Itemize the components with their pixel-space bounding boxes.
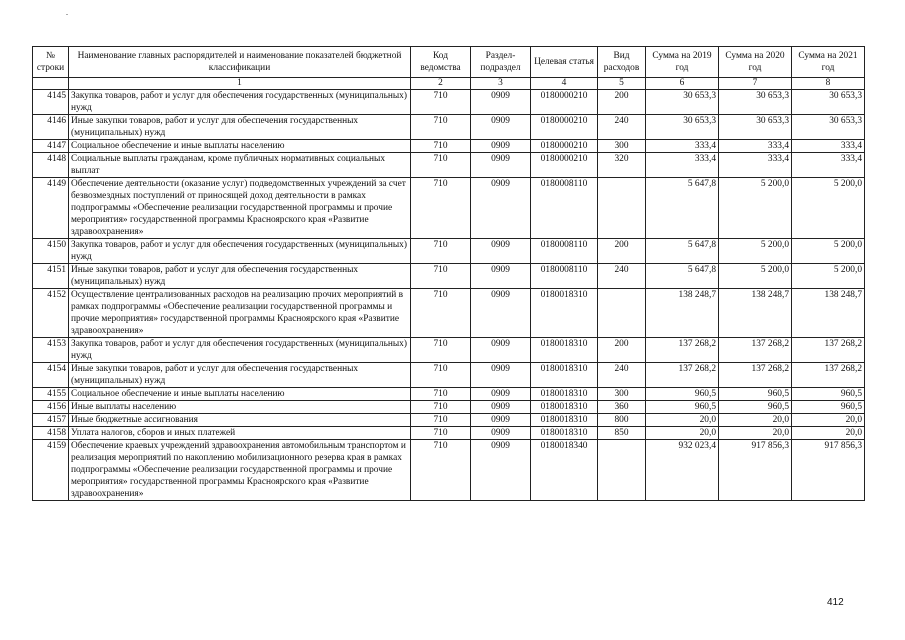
column-number: 3 [471, 78, 531, 90]
row-sum-2021: 960,5 [792, 401, 865, 414]
row-sum-2021: 138 248,7 [792, 289, 865, 338]
row-expense-type: 240 [598, 115, 646, 140]
row-target: 0180018310 [531, 289, 598, 338]
row-sum-2020: 30 653,3 [719, 90, 792, 115]
row-sum-2020: 30 653,3 [719, 115, 792, 140]
row-expense-type: 800 [598, 414, 646, 427]
header-sum-2021: Сумма на 2021 год [792, 47, 865, 78]
row-number: 4150 [33, 239, 69, 264]
row-sum-2021: 30 653,3 [792, 115, 865, 140]
row-target: 0180000210 [531, 90, 598, 115]
row-sum-2020: 138 248,7 [719, 289, 792, 338]
row-target: 0180008110 [531, 239, 598, 264]
row-name: Иные закупки товаров, работ и услуг для обеспечения государственных (муниципальных) нужд [69, 363, 411, 388]
header-target: Целевая статья [531, 47, 598, 78]
row-number: 4145 [33, 90, 69, 115]
row-number: 4155 [33, 388, 69, 401]
row-code: 710 [411, 338, 471, 363]
row-sum-2020: 137 268,2 [719, 338, 792, 363]
table-row [33, 388, 865, 401]
table-row [33, 90, 865, 115]
row-sum-2019: 5 647,8 [646, 178, 719, 239]
row-target: 0180018310 [531, 414, 598, 427]
row-target: 0180008110 [531, 178, 598, 239]
row-code: 710 [411, 427, 471, 440]
table-row [33, 440, 865, 501]
row-name: Закупка товаров, работ и услуг для обеспечения государственных (муниципальных) нужд [69, 90, 411, 115]
row-number: 4157 [33, 414, 69, 427]
row-name: Закупка товаров, работ и услуг для обеспечения государственных (муниципальных) нужд [69, 338, 411, 363]
row-number: 4156 [33, 401, 69, 414]
row-sum-2021: 917 856,3 [792, 440, 865, 501]
row-section: 0909 [471, 388, 531, 401]
row-code: 710 [411, 401, 471, 414]
column-number: 2 [411, 78, 471, 90]
column-number: 4 [531, 78, 598, 90]
row-sum-2019: 960,5 [646, 401, 719, 414]
row-section: 0909 [471, 115, 531, 140]
row-sum-2019: 138 248,7 [646, 289, 719, 338]
row-expense-type: 360 [598, 401, 646, 414]
row-code: 710 [411, 414, 471, 427]
row-sum-2019: 5 647,8 [646, 239, 719, 264]
row-expense-type: 300 [598, 388, 646, 401]
row-sum-2019: 932 023,4 [646, 440, 719, 501]
row-target: 0180018310 [531, 363, 598, 388]
row-name: Социальное обеспечение и иные выплаты населению [69, 140, 411, 153]
row-section: 0909 [471, 90, 531, 115]
row-section: 0909 [471, 338, 531, 363]
row-sum-2021: 5 200,0 [792, 178, 865, 239]
row-sum-2021: 5 200,0 [792, 239, 865, 264]
row-sum-2019: 137 268,2 [646, 338, 719, 363]
row-sum-2021: 20,0 [792, 427, 865, 440]
row-number: 4159 [33, 440, 69, 501]
table-row [33, 289, 865, 338]
table-row [33, 427, 865, 440]
row-target: 0180018310 [531, 338, 598, 363]
row-sum-2021: 5 200,0 [792, 264, 865, 289]
column-number [33, 78, 69, 90]
column-number-row [33, 78, 865, 90]
row-section: 0909 [471, 239, 531, 264]
table-row [33, 153, 865, 178]
row-number: 4146 [33, 115, 69, 140]
header-name: Наименование главных распорядителей и наименование показателей бюджетной классификации [69, 47, 411, 78]
row-section: 0909 [471, 264, 531, 289]
row-number: 4153 [33, 338, 69, 363]
row-sum-2020: 333,4 [719, 153, 792, 178]
row-code: 710 [411, 363, 471, 388]
row-code: 710 [411, 388, 471, 401]
table-row [33, 363, 865, 388]
row-section: 0909 [471, 178, 531, 239]
row-sum-2019: 5 647,8 [646, 264, 719, 289]
row-number: 4148 [33, 153, 69, 178]
header-section: Раздел-подраздел [471, 47, 531, 78]
row-section: 0909 [471, 289, 531, 338]
row-name: Уплата налогов, сборов и иных платежей [69, 427, 411, 440]
row-code: 710 [411, 90, 471, 115]
header-sum-2019: Сумма на 2019 год [646, 47, 719, 78]
row-sum-2020: 20,0 [719, 427, 792, 440]
row-name: Осуществление централизованных расходов на реализацию прочих мероприятий в рамках подпрограммы «Обеспечение реализации государственной программы и прочие мероприятия» государственной программы Красноярского края «Развитие здравоохранения» [69, 289, 411, 338]
row-target: 0180000210 [531, 115, 598, 140]
row-code: 710 [411, 264, 471, 289]
row-sum-2019: 333,4 [646, 140, 719, 153]
row-sum-2021: 20,0 [792, 414, 865, 427]
row-expense-type: 200 [598, 239, 646, 264]
row-number: 4149 [33, 178, 69, 239]
row-sum-2021: 333,4 [792, 153, 865, 178]
row-name: Социальное обеспечение и иные выплаты населению [69, 388, 411, 401]
row-sum-2020: 5 200,0 [719, 264, 792, 289]
row-target: 0180018310 [531, 401, 598, 414]
row-section: 0909 [471, 363, 531, 388]
row-number: 4154 [33, 363, 69, 388]
row-target: 0180018310 [531, 427, 598, 440]
page-number: 412 [827, 597, 844, 608]
row-section: 0909 [471, 401, 531, 414]
row-code: 710 [411, 289, 471, 338]
row-sum-2021: 30 653,3 [792, 90, 865, 115]
row-expense-type [598, 289, 646, 338]
row-sum-2019: 137 268,2 [646, 363, 719, 388]
column-number: 8 [792, 78, 865, 90]
row-name: Социальные выплаты гражданам, кроме публичных нормативных социальных выплат [69, 153, 411, 178]
budget-table [32, 46, 865, 501]
row-name: Иные выплаты населению [69, 401, 411, 414]
row-code: 710 [411, 115, 471, 140]
row-name: Иные закупки товаров, работ и услуг для обеспечения государственных (муниципальных) нужд [69, 115, 411, 140]
row-expense-type: 300 [598, 140, 646, 153]
column-number: 1 [69, 78, 411, 90]
row-sum-2020: 137 268,2 [719, 363, 792, 388]
row-sum-2019: 960,5 [646, 388, 719, 401]
row-section: 0909 [471, 140, 531, 153]
row-number: 4147 [33, 140, 69, 153]
column-number: 7 [719, 78, 792, 90]
row-number: 4151 [33, 264, 69, 289]
row-expense-type: 240 [598, 363, 646, 388]
row-sum-2021: 137 268,2 [792, 338, 865, 363]
row-expense-type: 240 [598, 264, 646, 289]
header-row-no: № строки [33, 47, 69, 78]
row-code: 710 [411, 153, 471, 178]
row-section: 0909 [471, 427, 531, 440]
row-name: Иные бюджетные ассигнования [69, 414, 411, 427]
row-sum-2021: 137 268,2 [792, 363, 865, 388]
table-row [33, 115, 865, 140]
row-sum-2021: 960,5 [792, 388, 865, 401]
row-number: 4152 [33, 289, 69, 338]
row-sum-2021: 333,4 [792, 140, 865, 153]
row-target: 0180018340 [531, 440, 598, 501]
row-name: Обеспечение деятельности (оказание услуг) подведомственных учреждений за счет безвозмездных поступлений от приносящей доход деятельности в рамках подпрограммы «Обеспечение реализации государственной программы и прочие мероприятия» государственной программы Красноярского края «Развитие здравоохранения» [69, 178, 411, 239]
row-sum-2020: 960,5 [719, 388, 792, 401]
row-target: 0180018310 [531, 388, 598, 401]
table-row [33, 140, 865, 153]
row-sum-2020: 5 200,0 [719, 239, 792, 264]
row-target: 0180008110 [531, 264, 598, 289]
row-sum-2020: 917 856,3 [719, 440, 792, 501]
row-name: Иные закупки товаров, работ и услуг для обеспечения государственных (муниципальных) нужд [69, 264, 411, 289]
row-section: 0909 [471, 153, 531, 178]
row-expense-type: 200 [598, 90, 646, 115]
table-row [33, 401, 865, 414]
row-name: Обеспечение краевых учреждений здравоохранения автомобильным транспортом и реализация мероприятий по накоплению мобилизационного резерва края в рамках подпрограммы «Обеспечение реализации государственной программы и прочие мероприятия» государственной программы Красноярского края «Развитие здравоохранения» [69, 440, 411, 501]
row-expense-type: 320 [598, 153, 646, 178]
header-expense-type: Вид расходов [598, 47, 646, 78]
row-sum-2020: 5 200,0 [719, 178, 792, 239]
row-sum-2019: 333,4 [646, 153, 719, 178]
row-sum-2020: 333,4 [719, 140, 792, 153]
row-expense-type [598, 178, 646, 239]
table-header-row [33, 47, 865, 78]
row-code: 710 [411, 440, 471, 501]
row-expense-type: 850 [598, 427, 646, 440]
table-row [33, 338, 865, 363]
row-expense-type: 200 [598, 338, 646, 363]
table-row [33, 178, 865, 239]
column-number: 6 [646, 78, 719, 90]
row-code: 710 [411, 239, 471, 264]
column-number: 5 [598, 78, 646, 90]
row-section: 0909 [471, 414, 531, 427]
table-row [33, 239, 865, 264]
row-sum-2019: 30 653,3 [646, 115, 719, 140]
row-number: 4158 [33, 427, 69, 440]
row-target: 0180000210 [531, 153, 598, 178]
row-code: 710 [411, 140, 471, 153]
row-code: 710 [411, 178, 471, 239]
row-section: 0909 [471, 440, 531, 501]
header-sum-2020: Сумма на 2020 год [719, 47, 792, 78]
row-expense-type [598, 440, 646, 501]
row-target: 0180000210 [531, 140, 598, 153]
row-sum-2020: 960,5 [719, 401, 792, 414]
scan-mark [66, 14, 68, 15]
header-code: Код ведомства [411, 47, 471, 78]
row-name: Закупка товаров, работ и услуг для обеспечения государственных (муниципальных) нужд [69, 239, 411, 264]
row-sum-2019: 20,0 [646, 414, 719, 427]
table-row [33, 414, 865, 427]
row-sum-2020: 20,0 [719, 414, 792, 427]
row-sum-2019: 30 653,3 [646, 90, 719, 115]
row-sum-2019: 20,0 [646, 427, 719, 440]
table-row [33, 264, 865, 289]
